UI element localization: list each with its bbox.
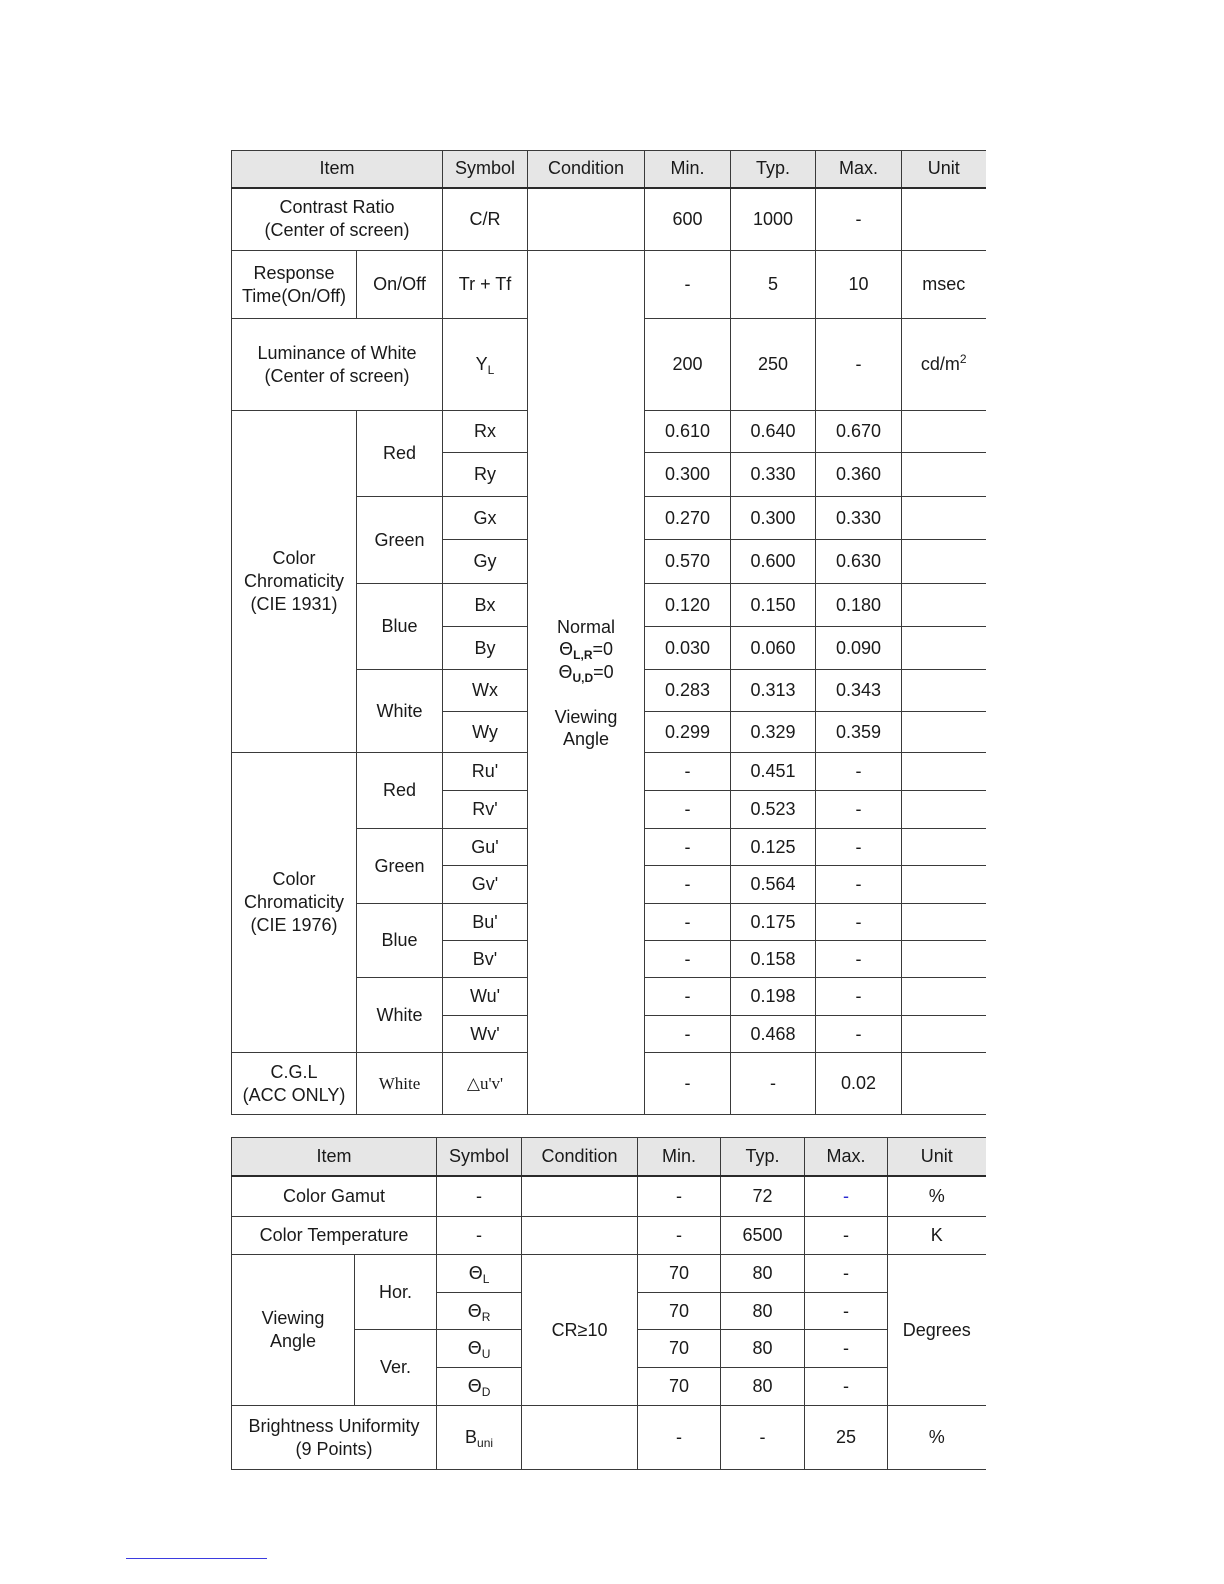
- contrast-symbol: C/R: [443, 188, 528, 251]
- min-cell: -: [645, 941, 731, 978]
- min-cell: -: [645, 829, 731, 866]
- gamut-condition: [522, 1176, 638, 1217]
- temperature-condition: [522, 1217, 638, 1255]
- typ-cell: 0.329: [731, 712, 816, 753]
- min-cell: 0.570: [645, 540, 731, 584]
- cgl-sub: White: [357, 1053, 443, 1115]
- typ-cell: 0.060: [731, 627, 816, 670]
- uniformity-typ: -: [721, 1406, 805, 1470]
- uniformity-symbol: $B_{uni}$: [437, 1406, 522, 1470]
- header-item: Item: [232, 1138, 437, 1176]
- min-cell: -: [645, 866, 731, 904]
- cie1976-group-red: Red: [357, 753, 443, 829]
- min-cell: 0.283: [645, 670, 731, 712]
- theta-symbol: Θ: [558, 661, 573, 683]
- viewing-hor: Hor.: [355, 1255, 437, 1330]
- max-cell: 0.630: [816, 540, 902, 584]
- viewing-condition: Normal $\Theta_{L,R}=0$ $\Theta_{U,D}=0$ Viewing Angle: [528, 251, 645, 1115]
- min-cell: 0.299: [645, 712, 731, 753]
- cie1976-group-white: White: [357, 978, 443, 1053]
- header-max: Max.: [805, 1138, 888, 1176]
- theta-symbol: Θ: [467, 1300, 482, 1322]
- min-cell: -: [645, 904, 731, 941]
- cie1976-group-blue: Blue: [357, 904, 443, 978]
- unit-cell: [902, 753, 986, 791]
- max-cell: -: [816, 904, 902, 941]
- max-cell: 0.670: [816, 411, 902, 453]
- symbol-cell: Bx: [443, 584, 528, 627]
- unit-cell: [902, 791, 986, 829]
- typ-cell: 0.175: [731, 904, 816, 941]
- luminance-item: Luminance of White (Center of screen): [232, 319, 443, 411]
- symbol-cell: Bv': [443, 941, 528, 978]
- typ-cell: 0.600: [731, 540, 816, 584]
- typ-cell: 80: [721, 1330, 805, 1368]
- cgl-unit: [902, 1053, 986, 1115]
- luminance-typ: 250: [731, 319, 816, 411]
- cie1976-item: Color Chromaticity (CIE 1976): [232, 753, 357, 1053]
- uniformity-min: -: [638, 1406, 721, 1470]
- typ-cell: 80: [721, 1255, 805, 1293]
- symbol-cell: $\Theta_D$: [437, 1368, 522, 1406]
- response-time-sub: On/Off: [357, 251, 443, 319]
- max-cell: -: [805, 1330, 888, 1368]
- viewing-condition: CR≥10: [522, 1255, 638, 1406]
- max-cell: 0.343: [816, 670, 902, 712]
- theta-symbol: Θ: [467, 1338, 482, 1359]
- contrast-condition: [528, 188, 645, 251]
- unit-cell: [902, 829, 986, 866]
- cgl-item: C.G.L (ACC ONLY): [232, 1053, 357, 1115]
- typ-cell: 0.125: [731, 829, 816, 866]
- temperature-typ: 6500: [721, 1217, 805, 1255]
- max-cell: 0.090: [816, 627, 902, 670]
- response-min: -: [645, 251, 731, 319]
- temperature-symbol: -: [437, 1217, 522, 1255]
- gamut-unit: %: [888, 1176, 986, 1217]
- max-cell: -: [805, 1293, 888, 1330]
- theta-symbol: Θ: [468, 1263, 483, 1284]
- typ-cell: 0.330: [731, 453, 816, 497]
- symbol-cell: $\Theta_L$: [437, 1255, 522, 1293]
- cie1931-item: Color Chromaticity (CIE 1931): [232, 411, 357, 753]
- typ-cell: 0.640: [731, 411, 816, 453]
- response-unit: msec: [902, 251, 986, 319]
- header-symbol: Symbol: [437, 1138, 522, 1176]
- response-typ: 5: [731, 251, 816, 319]
- max-cell: -: [816, 866, 902, 904]
- table-row: [232, 1176, 986, 1217]
- luminance-symbol: $Y_L$: [443, 319, 528, 411]
- symbol-cell: $\Theta_U$: [437, 1330, 522, 1368]
- color-gamut-viewing-table: [231, 1137, 986, 1470]
- max-cell: -: [816, 978, 902, 1016]
- cie1976-group-green: Green: [357, 829, 443, 904]
- header-unit: Unit: [902, 151, 986, 188]
- header-typ: Typ.: [721, 1138, 805, 1176]
- unit-cell: [902, 497, 986, 540]
- min-cell: 0.610: [645, 411, 731, 453]
- header-condition: Condition: [522, 1138, 638, 1176]
- theta-symbol: Θ: [467, 1376, 482, 1397]
- typ-cell: 0.451: [731, 753, 816, 791]
- luminance-min: 200: [645, 319, 731, 411]
- min-cell: 70: [638, 1368, 721, 1406]
- contrast-ratio-item: Contrast Ratio (Center of screen): [232, 188, 443, 251]
- symbol-cell: Ry: [443, 453, 528, 497]
- max-cell: -: [805, 1255, 888, 1293]
- max-cell: -: [816, 753, 902, 791]
- contrast-min: 600: [645, 188, 731, 251]
- unit-cell: [902, 941, 986, 978]
- unit-cell: [902, 411, 986, 453]
- typ-cell: 0.313: [731, 670, 816, 712]
- header-item: Item: [232, 151, 443, 188]
- cgl-min: -: [645, 1053, 731, 1115]
- symbol-cell: Rx: [443, 411, 528, 453]
- unit-cell: [902, 712, 986, 753]
- temperature-max: -: [805, 1217, 888, 1255]
- table-row: [232, 1406, 986, 1470]
- temperature-unit: K: [888, 1217, 986, 1255]
- cgl-symbol: △u'v': [443, 1053, 528, 1115]
- luminance-unit: $cd/m^2$: [902, 319, 986, 411]
- max-cell: 0.360: [816, 453, 902, 497]
- min-cell: 70: [638, 1293, 721, 1330]
- viewing-angle-item: Viewing Angle: [232, 1255, 355, 1406]
- cgl-typ: -: [731, 1053, 816, 1115]
- max-cell: 0.330: [816, 497, 902, 540]
- typ-cell: 80: [721, 1293, 805, 1330]
- min-cell: 0.030: [645, 627, 731, 670]
- unit-cell: [902, 866, 986, 904]
- min-cell: 70: [638, 1255, 721, 1293]
- temperature-min: -: [638, 1217, 721, 1255]
- symbol-cell: Wv': [443, 1016, 528, 1053]
- cie1931-group-green: Green: [357, 497, 443, 584]
- cgl-max: 0.02: [816, 1053, 902, 1115]
- max-cell: -: [816, 791, 902, 829]
- symbol-cell: Gx: [443, 497, 528, 540]
- min-cell: 0.270: [645, 497, 731, 540]
- uniformity-condition: [522, 1406, 638, 1470]
- theta-symbol: Θ: [558, 638, 574, 660]
- symbol-cell: By: [443, 627, 528, 670]
- max-cell: 0.180: [816, 584, 902, 627]
- unit-cell: [902, 540, 986, 584]
- min-cell: -: [645, 753, 731, 791]
- table-row: [232, 1217, 986, 1255]
- color-gamut-item: Color Gamut: [232, 1176, 437, 1217]
- contrast-max: -: [816, 188, 902, 251]
- viewing-ver: Ver.: [355, 1330, 437, 1406]
- table-row: [232, 1255, 986, 1293]
- min-cell: -: [645, 1016, 731, 1053]
- cie1931-group-blue: Blue: [357, 584, 443, 670]
- symbol-cell: Bu': [443, 904, 528, 941]
- min-cell: 0.120: [645, 584, 731, 627]
- gamut-typ: 72: [721, 1176, 805, 1217]
- contrast-unit: [902, 188, 986, 251]
- typ-cell: 0.523: [731, 791, 816, 829]
- header-condition: Condition: [528, 151, 645, 188]
- footnote-divider: [126, 1558, 267, 1559]
- cie1931-group-red: Red: [357, 411, 443, 497]
- header-min: Min.: [645, 151, 731, 188]
- typ-cell: 0.150: [731, 584, 816, 627]
- max-cell: -: [805, 1368, 888, 1406]
- response-max: 10: [816, 251, 902, 319]
- max-cell: -: [816, 941, 902, 978]
- response-symbol: Tr + Tf: [443, 251, 528, 319]
- min-cell: 70: [638, 1330, 721, 1368]
- typ-cell: 0.468: [731, 1016, 816, 1053]
- symbol-cell: Wy: [443, 712, 528, 753]
- color-temperature-item: Color Temperature: [232, 1217, 437, 1255]
- gamut-max: -: [805, 1176, 888, 1217]
- table-row: [232, 188, 986, 251]
- typ-cell: 0.564: [731, 866, 816, 904]
- symbol-cell: Rv': [443, 791, 528, 829]
- symbol-cell: Gy: [443, 540, 528, 584]
- max-cell: 0.359: [816, 712, 902, 753]
- luminance-max: -: [816, 319, 902, 411]
- symbol-cell: $\Theta_R$: [437, 1293, 522, 1330]
- min-cell: 0.300: [645, 453, 731, 497]
- unit-cell: [902, 453, 986, 497]
- symbol-cell: Gu': [443, 829, 528, 866]
- header-symbol: Symbol: [443, 151, 528, 188]
- gamut-symbol: -: [437, 1176, 522, 1217]
- contrast-typ: 1000: [731, 188, 816, 251]
- unit-cell: [902, 627, 986, 670]
- optical-characteristics-table: [231, 150, 986, 1115]
- brightness-uniformity-item: Brightness Uniformity (9 Points): [232, 1406, 437, 1470]
- response-time-item: Response Time(On/Off): [232, 251, 357, 319]
- header-unit: Unit: [888, 1138, 986, 1176]
- viewing-unit: Degrees: [888, 1255, 986, 1406]
- typ-cell: 0.198: [731, 978, 816, 1016]
- min-cell: -: [645, 978, 731, 1016]
- unit-cell: [902, 978, 986, 1016]
- header-max: Max.: [816, 151, 902, 188]
- gamut-min: -: [638, 1176, 721, 1217]
- header-min: Min.: [638, 1138, 721, 1176]
- typ-cell: 80: [721, 1368, 805, 1406]
- typ-cell: 0.158: [731, 941, 816, 978]
- symbol-cell: Gv': [443, 866, 528, 904]
- max-cell: -: [816, 829, 902, 866]
- unit-cell: [902, 1016, 986, 1053]
- symbol-cell: Wu': [443, 978, 528, 1016]
- uniformity-unit: %: [888, 1406, 986, 1470]
- unit-cell: [902, 904, 986, 941]
- min-cell: -: [645, 791, 731, 829]
- max-cell: -: [816, 1016, 902, 1053]
- header-typ: Typ.: [731, 151, 816, 188]
- symbol-cell: Wx: [443, 670, 528, 712]
- unit-cell: [902, 584, 986, 627]
- uniformity-max: 25: [805, 1406, 888, 1470]
- unit-cell: [902, 670, 986, 712]
- typ-cell: 0.300: [731, 497, 816, 540]
- cie1931-group-white: White: [357, 670, 443, 753]
- table-row: [232, 251, 986, 319]
- table2-header-row: [232, 1138, 986, 1176]
- table1-header-row: [232, 151, 986, 188]
- symbol-cell: Ru': [443, 753, 528, 791]
